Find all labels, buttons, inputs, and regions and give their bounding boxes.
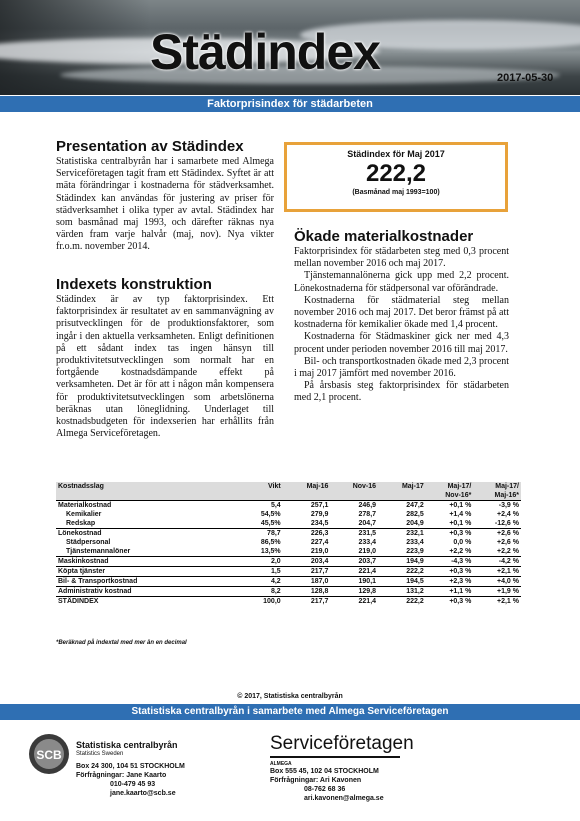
table-cell: Tjänstemannalöner <box>66 548 131 555</box>
table-cell: 219,0 <box>310 548 329 555</box>
table-cell: 247,2 <box>378 501 426 511</box>
presentation-section <box>56 138 274 254</box>
index-value: 222,2 <box>365 160 427 187</box>
almega-logo-sub: ALMEGA <box>270 761 292 767</box>
table-cell: 221,4 <box>330 597 378 607</box>
construction-text: Städindex är av typ faktorprisindex. Ett faktorprisindex är resultatet av en sammanvägning av prisutvecklingen för de produktionsfaktorer, som ingår i den aktuella verksamheten. Enligt definitionen på ett sådant index tas ingen hänsyn till produktivitetsutvecklingen som normalt har en fortgående kostnadsdämpande effekt på verksamheten. Det är för att i någon mån kompensera för produktivitetsutvecklingen som arbetslönerna beräknas utan löneglidning. Underlaget till kostnadsbudgeten för indexserien har erhållits från Almega Serviceföretagen. <box>56 294 274 440</box>
scb-name: Statistiska centralbyrån <box>76 740 178 750</box>
table-row <box>56 547 521 557</box>
table-cell: 129,8 <box>330 587 378 597</box>
table-footnote: *Beräknad på indextal med mer än en decimal <box>56 640 187 646</box>
table-row <box>56 538 521 547</box>
table-cell: 227,4 <box>310 539 329 546</box>
table-header-cell: Nov-16 <box>330 482 378 501</box>
table-cell: +2,4 % <box>497 511 519 518</box>
table-cell: 131,2 <box>378 587 426 597</box>
material-heading: Ökade materialkostnader <box>294 228 474 245</box>
table-cell: +0,1 % <box>426 501 474 511</box>
table-cell: Administrativ kostnad <box>56 587 235 597</box>
table-cell: +1,1 % <box>426 587 474 597</box>
almega-phone: 08-762 68 36 <box>304 786 346 793</box>
scb-logo-icon <box>28 733 70 775</box>
scb-contact <box>76 762 185 798</box>
table-cell: 234,5 <box>310 520 329 527</box>
table-cell: 78,7 <box>235 529 283 539</box>
index-value-box <box>284 142 508 212</box>
table-cell: 86,5% <box>260 539 281 546</box>
scb-contact-name: Jane Kaarto <box>126 772 167 779</box>
index-base-note: (Basmånad maj 1993=100) <box>352 189 440 196</box>
table-header-row <box>56 482 521 501</box>
table-cell: 231,5 <box>330 529 378 539</box>
material-paragraph: Kostnaderna för Städmaskiner gick ner med 4,3 procent under perioden november 2016 till maj 2017. <box>294 331 509 355</box>
table-cell: 0,0 % <box>453 539 472 546</box>
table-header-cell: Maj-17/ Maj-16* <box>473 482 521 501</box>
table-cell: 279,9 <box>310 511 329 518</box>
scb-contact-label: Förfrågningar: <box>76 772 125 779</box>
table-cell: Städpersonal <box>66 539 111 546</box>
presentation-text: Statistiska centralbyrån har i samarbete med Almega Serviceföretagen tagit fram ett Städindex. Syftet är att mäta förändringar i kostnaderna för städverksamhet. Städindex kan användas för justering av priser för städverksamhet i olika typer av avtal. Städindex har som basmånad maj 1993, och därefter räknas nya värden fram varje halvår (maj, nov). Nya vikter fr.o.m. november 2014. <box>56 156 274 253</box>
table-header-cell: Kostnadsslag <box>56 482 235 501</box>
table-cell: 13,5% <box>260 548 281 555</box>
almega-box: Box 555 45, 102 04 STOCKHOLM <box>270 768 379 775</box>
table-cell: 282,5 <box>406 511 424 518</box>
table-cell: +4,0 % <box>473 577 521 587</box>
table-cell: 219,0 <box>358 548 377 555</box>
almega-email[interactable]: ari.kavonen@almega.se <box>304 795 384 802</box>
publication-date: 2017-05-30 <box>497 72 554 84</box>
table-cell: 221,4 <box>330 567 378 577</box>
table-cell: -3,9 % <box>473 501 521 511</box>
table-cell: +2,6 % <box>473 529 521 539</box>
almega-logo-rule <box>270 756 400 758</box>
footer-bar: Statistiska centralbyrån i samarbete med Almega Serviceföretagen <box>0 704 580 720</box>
table-cell: 8,2 <box>235 587 283 597</box>
table-cell: 194,5 <box>378 577 426 587</box>
table-cell: -4,2 % <box>473 557 521 567</box>
table-cell: Köpta tjänster <box>56 567 235 577</box>
table-header-cell: Maj-17/ Nov-16* <box>426 482 474 501</box>
copyright: © 2017, Statistiska centralbyrån <box>237 693 343 700</box>
table-cell: Redskap <box>66 520 96 527</box>
table-cell: 194,9 <box>378 557 426 567</box>
subtitle-bar: Faktorprisindex för städarbeten <box>0 96 580 112</box>
construction-section <box>56 276 274 440</box>
table-header-cell: Maj-16 <box>283 482 331 501</box>
table-row <box>56 557 521 567</box>
table-cell: 128,8 <box>283 587 331 597</box>
scb-box: Box 24 300, 104 51 STOCKHOLM <box>76 763 185 770</box>
table-cell: 203,7 <box>330 557 378 567</box>
table-cell: +1,9 % <box>473 587 521 597</box>
table-cell: 233,4 <box>358 539 377 546</box>
table-cell: Lönekostnad <box>56 529 235 539</box>
table-cell: 217,7 <box>283 567 331 577</box>
scb-email[interactable]: jane.kaarto@scb.se <box>110 790 176 797</box>
table-cell: 222,2 <box>378 597 426 607</box>
table-cell: -12,6 % <box>494 520 519 527</box>
table-cell: Bil- & Transportkostnad <box>56 577 235 587</box>
table-row <box>56 510 521 519</box>
table-cell: +1,4 % <box>449 511 472 518</box>
table-row <box>56 567 521 577</box>
index-label: Städindex för Maj 2017 <box>347 149 445 159</box>
material-paragraph: Tjänstemannalönerna gick upp med 2,2 procent. Lönekostnaderna för städpersonal var oförändrade. <box>294 270 509 294</box>
table-cell: 100,0 <box>235 597 283 607</box>
cost-table <box>56 482 521 606</box>
table-cell: +0,1 % <box>449 520 472 527</box>
scb-subname: Statistics Sweden <box>76 751 124 757</box>
table-cell: 187,0 <box>283 577 331 587</box>
table-cell: 45,5% <box>260 520 281 527</box>
construction-heading: Indexets konstruktion <box>56 276 212 293</box>
table-cell: +2,1 % <box>473 567 521 577</box>
material-paragraph: På årsbasis steg faktorprisindex för städarbeten med 2,1 procent. <box>294 380 509 404</box>
table-row <box>56 597 521 607</box>
table-cell: +2,3 % <box>426 577 474 587</box>
table-cell: 232,1 <box>378 529 426 539</box>
material-paragraph: Bil- och transportkostnaden ökade med 2,3 procent i maj 2017 jämfört med november 2016. <box>294 355 509 380</box>
scb-phone: 010-479 45 93 <box>110 781 156 788</box>
table-cell: 2,0 <box>235 557 283 567</box>
table-cell: STÄDINDEX <box>56 597 235 607</box>
table-row <box>56 519 521 529</box>
table-cell: +0,3 % <box>426 567 474 577</box>
table-cell: 54,5% <box>260 511 281 518</box>
table-cell: 203,4 <box>283 557 331 567</box>
table-cell: 190,1 <box>330 577 378 587</box>
almega-logo: Serviceföretagen <box>270 733 414 754</box>
almega-contact-label: Förfrågningar: <box>270 777 319 784</box>
table-cell: +0,3 % <box>426 529 474 539</box>
material-section <box>294 228 509 405</box>
table-cell: +2,2 % <box>497 548 519 555</box>
table-cell: -4,3 % <box>426 557 474 567</box>
table-cell: 204,7 <box>358 520 377 527</box>
table-cell: Materialkostnad <box>56 501 235 511</box>
table-cell: +0,3 % <box>426 597 474 607</box>
table-cell: 223,9 <box>406 548 424 555</box>
table-cell: 4,2 <box>235 577 283 587</box>
table-row <box>56 587 521 597</box>
table-row <box>56 577 521 587</box>
table-cell: 233,4 <box>406 539 424 546</box>
table-cell: Maskinkostnad <box>56 557 235 567</box>
material-paragraph: Faktorprisindex för städarbeten steg med 0,3 procent mellan november 2016 och maj 2017. <box>294 246 509 270</box>
table-cell: 5,4 <box>235 501 283 511</box>
table-header-cell: Vikt <box>235 482 283 501</box>
material-paragraph: Kostnaderna för städmaterial steg mellan november 2016 och maj 2017. Det beror främst på att kostnaderna för kemikalier ökade med 1,4 procent. <box>294 294 509 331</box>
table-row <box>56 501 521 511</box>
table-cell: 222,2 <box>378 567 426 577</box>
table-cell: +2,2 % <box>449 548 472 555</box>
table-header-cell: Maj-17 <box>378 482 426 501</box>
table-row <box>56 529 521 539</box>
almega-contact <box>270 761 384 803</box>
table-cell: 278,7 <box>358 511 377 518</box>
page-title: Städindex <box>150 24 380 80</box>
presentation-heading: Presentation av Städindex <box>56 138 244 155</box>
table-cell: Kemikalier <box>66 511 102 518</box>
table-cell: 204,9 <box>406 520 424 527</box>
table-cell: 217,7 <box>283 597 331 607</box>
scb-logo-text: SCB <box>36 748 62 762</box>
table-cell: +2,1 % <box>473 597 521 607</box>
table-cell: +2,6 % <box>497 539 519 546</box>
material-text <box>294 246 509 405</box>
table-cell: 246,9 <box>330 501 378 511</box>
table-cell: 257,1 <box>283 501 331 511</box>
table-cell: 1,5 <box>235 567 283 577</box>
almega-contact-name: Ari Kavonen <box>319 777 362 784</box>
table-cell: 226,3 <box>283 529 331 539</box>
